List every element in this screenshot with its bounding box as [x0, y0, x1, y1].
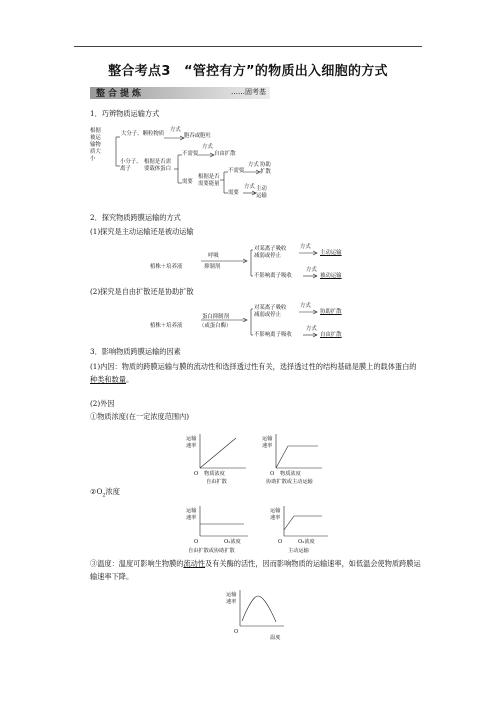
s3-heading: 3．影响物质跨膜运输的因素: [90, 347, 181, 356]
d1-way-1: 方式: [300, 244, 311, 250]
graph-o2-passive: [186, 504, 276, 560]
d2-plants: 植株＋培养液: [150, 323, 183, 329]
section-bar-right: ……固考基: [231, 88, 266, 96]
s3-internal-end: 。: [125, 375, 134, 384]
g3-rate-2: 速率: [186, 515, 197, 521]
s1-heading: 1．巧辨物质运输方式: [90, 109, 160, 118]
fc-carrier-q2: 要载体蛋白: [144, 166, 171, 172]
g2-xlabel: 物质浓度: [280, 471, 301, 477]
g2-rate-1: 运输: [262, 436, 273, 442]
g3-origin: O: [194, 539, 199, 545]
g1-xlabel: 物质浓度: [204, 471, 225, 477]
s2-sub1: (1)探究是主动运输还是被动运输: [90, 227, 194, 236]
g1-rate-2: 速率: [186, 443, 197, 449]
g3-rate-1: 运输: [186, 508, 197, 514]
flowchart-lines: [100, 125, 300, 205]
graph-o2-active: [270, 504, 350, 560]
g1-origin: O: [194, 471, 199, 477]
s3-internal-key: 种类和数量: [90, 375, 126, 384]
fc-root-5: 小: [90, 156, 96, 162]
fc-active-1: 主动: [256, 186, 267, 192]
s3-internal-text: (1)内因：物质的跨膜运输与膜的流动性和选择透过性有关，选择透过性的结构基础是: [90, 362, 359, 371]
fc-noneed: 不需要: [182, 151, 199, 157]
d2-way-1: 方式: [300, 303, 311, 309]
graph-facilitated-or-active: [262, 432, 352, 488]
s3-internal-text2: 膜上的载体蛋白的: [358, 362, 417, 371]
fc-energy-q1: 根据是否: [198, 174, 220, 180]
s3-factor-1: ①物质浓度(在一定浓度范围内): [90, 412, 190, 421]
fc-carrier-q1: 根据是否需: [144, 159, 171, 165]
d1-top-2: 抑制剂: [204, 264, 221, 270]
g5-rate-2: 速率: [226, 599, 237, 605]
fc-noneed-2: 不需要: [228, 168, 245, 174]
fc-fac-1: 协助: [260, 162, 271, 168]
section-bar-label: 整合提炼: [96, 89, 145, 99]
d1-passive: 被动运输: [320, 273, 342, 279]
g5-origin: O: [234, 629, 239, 635]
fc-way-4: 方式: [244, 184, 255, 190]
g4-caption: 主动运输: [288, 548, 309, 554]
fc-free: 自由扩散: [214, 151, 236, 157]
g2-caption: 协助扩散或主动运输: [266, 479, 313, 485]
s3-factor-2: [90, 486, 120, 501]
g2-rate-2: 速率: [262, 443, 273, 449]
g3-caption: 自由扩散或协助扩散: [188, 548, 235, 554]
d2-top-1: 蛋白抑制剂: [202, 314, 229, 320]
g1-caption: 自由扩散: [206, 479, 227, 485]
fc-way-2: 方式: [202, 144, 213, 150]
d1-unaffected: 不影响离子吸收: [254, 273, 292, 279]
fc-active-2: 运输: [256, 193, 267, 199]
d1-active: 主动运输: [320, 250, 342, 256]
s3-factor-3-key: 流动性: [183, 559, 206, 568]
d2-top-2: （或蛋白酶）: [199, 323, 232, 329]
graph-free-diffusion: [186, 432, 266, 488]
s3-factor-3-b: 及有关酶的活性，因而影响物质的运输速率，如低: [205, 559, 364, 568]
d1-way-2: 方式: [306, 267, 317, 273]
g2-origin: O: [270, 471, 275, 477]
fc-root-3: 输物: [90, 142, 101, 148]
s3-factor-3: [90, 557, 423, 583]
s3-external: (2)外因: [90, 399, 115, 408]
d1-reduced-1: 对某离子吸收: [254, 246, 287, 252]
graph-temperature: [226, 588, 306, 648]
header-rule: [74, 46, 422, 47]
fc-small-2: 离子: [120, 166, 131, 172]
fc-need-2: 需要: [228, 190, 239, 196]
g4-rate-2: 速率: [270, 515, 281, 521]
d2-reduced-1: 对某离子吸收: [254, 305, 287, 311]
s3-factor-2-b: 浓度: [105, 487, 120, 496]
g1-rate-1: 运输: [186, 436, 197, 442]
g4-origin: O: [278, 539, 283, 545]
fc-big: 大分子、颗粒物质: [121, 131, 165, 137]
fc-energy-q2: 需要能量: [198, 181, 220, 187]
g4-xlabel: O₂浓度: [298, 539, 315, 545]
d1-top-1: 呼吸: [208, 253, 219, 259]
d2-facilitated: 协助扩散: [320, 309, 342, 315]
fc-root-2: 被运: [90, 135, 101, 141]
d2-way-2: 方式: [306, 326, 317, 332]
page-title: 整合考点3 “管控有方”的物质出入细胞的方式: [108, 64, 388, 79]
fc-fac-2: 扩散: [260, 169, 271, 175]
g5-xlabel: 温度: [270, 635, 281, 641]
s2-heading: 2．探究物质跨膜运输的方式: [90, 213, 181, 222]
fc-need: 需要: [182, 179, 193, 185]
s2-sub2: (2)探究是自由扩散还是协助扩散: [90, 287, 194, 296]
d2-arrows: [195, 302, 335, 342]
fc-way-3: 方式: [248, 162, 259, 168]
d2-free: 自由扩散: [320, 332, 342, 338]
d1-plants: 植株＋培养液: [150, 264, 183, 270]
fc-way-1: 方式: [170, 127, 181, 133]
d1-reduced-2: 减弱或停止: [254, 253, 281, 259]
g5-rate-1: 运输: [226, 592, 237, 598]
fc-root-4: 质大: [90, 149, 101, 155]
s3-factor-3-a: ③温度：温度可影响生物膜的: [90, 559, 184, 568]
d2-unaffected: 不影响离子吸收: [254, 332, 292, 338]
d1-arrows: [195, 243, 335, 283]
d2-reduced-2: 减弱或停止: [254, 312, 281, 318]
fc-small-1: 小分子、: [120, 159, 142, 165]
g4-rate-1: 运输: [270, 508, 281, 514]
s3-internal: [90, 360, 423, 386]
fc-root-1: 根据: [90, 128, 101, 134]
s3-factor-2-sub: 2: [102, 492, 106, 499]
s3-factor-3-c: 温会使物质跨膜运输速率下降。: [90, 559, 421, 581]
fc-endo: 胞吞或胞吐: [184, 133, 211, 139]
s3-factor-2-a: ②O: [90, 487, 103, 496]
g3-xlabel: O₂浓度: [224, 539, 241, 545]
